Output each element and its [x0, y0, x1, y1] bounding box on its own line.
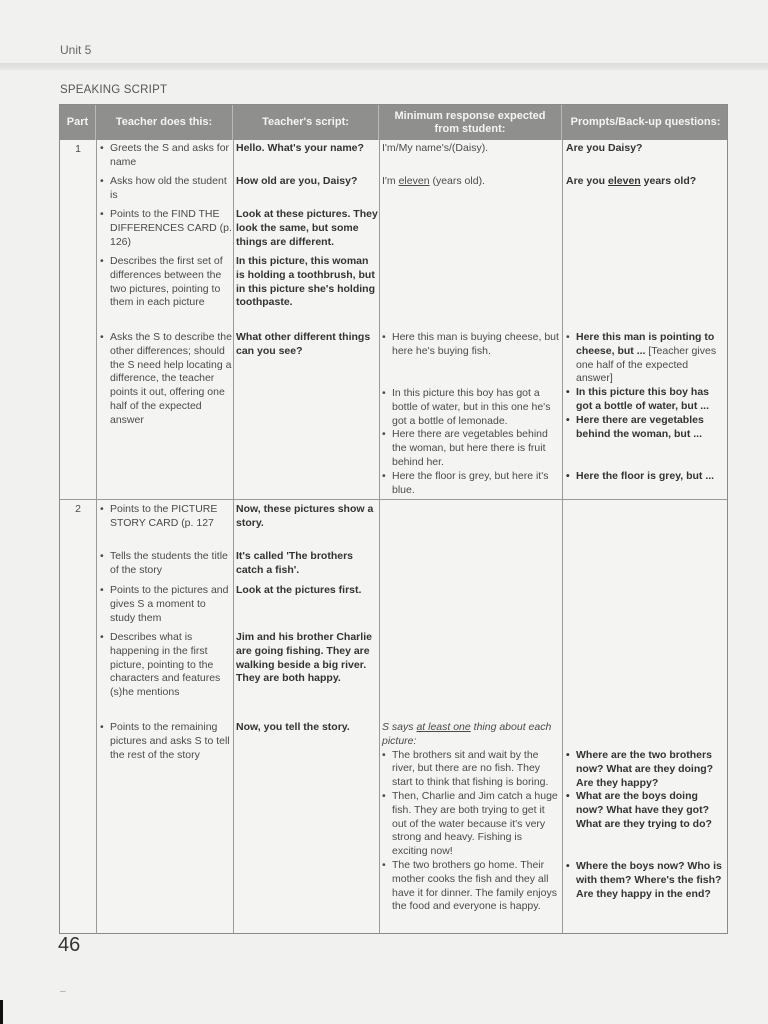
teacher-action [100, 721, 232, 762]
prompt-list [566, 749, 726, 832]
prompt-question [566, 331, 726, 386]
table-header [60, 105, 727, 140]
teacher-script: Look at these pictures. They look the same, but some things are different. [236, 208, 378, 248]
response-instruction [382, 721, 560, 749]
teacher-action-text: • Points to the remaining pictures and asks S to tell the rest of the story [100, 721, 232, 762]
teacher-action [100, 331, 232, 428]
prompt-question: • Where the boys now? Who is with them? Where's the fish? Are they happy in the end? [566, 860, 726, 901]
student-response-list [382, 721, 560, 914]
prompt-underlined: eleven [608, 175, 641, 187]
teacher-script: In this picture, this woman is holding a toothbrush, but in this picture she's holding toothpaste. [236, 255, 376, 309]
header-band [0, 63, 768, 70]
teacher-script: Hello. What's your name? [236, 142, 364, 154]
prompt-question [566, 175, 726, 189]
prompt-bold: Here this man is pointing to cheese, but ... [576, 331, 715, 357]
prompt-question: • Where are the two brothers now? What are they doing? Are they happy? [566, 749, 726, 790]
footer-mark: – [60, 986, 66, 997]
column-divider [562, 140, 563, 934]
teacher-action [100, 503, 232, 531]
prompt-question: • What are the boys doing now? What have they got? What are they trying to do? [566, 790, 726, 831]
student-response: • The two brothers go home. Their mother cooks the fish and they all have it for dinner. The family enjoys the food and everyone is happy. [382, 859, 560, 914]
teacher-action-text: • Greets the S and asks for name [100, 142, 232, 170]
teacher-action-text: • Tells the students the title of the story [100, 550, 232, 578]
teacher-action-text: • Asks the S to describe the other differences; should the S need help locating a difference, the teacher points it out, offering one half of the expected answer [100, 331, 232, 428]
teacher-script: Look at the pictures first. [236, 584, 362, 596]
student-response-list [382, 331, 560, 359]
scan-edge-mark [0, 1000, 3, 1024]
response-text: (years old). [429, 175, 485, 187]
teacher-action-text: • Describes what is happening in the first picture, pointing to the characters and features (s)he mentions [100, 631, 232, 700]
part-divider [60, 499, 727, 500]
teacher-script: Now, you tell the story. [236, 721, 350, 733]
column-header-teacher-script: Teacher's script: [233, 105, 379, 140]
teacher-action [100, 208, 232, 249]
column-divider [233, 140, 234, 934]
teacher-action [100, 584, 232, 625]
student-response: • Here this man is buying cheese, but here he's buying fish. [382, 331, 560, 359]
teacher-action [100, 142, 232, 170]
prompt-list [566, 860, 726, 901]
teacher-action-text: • Points to the PICTURE STORY CARD (p. 127 [100, 503, 232, 531]
student-response-list [382, 387, 560, 497]
part-number: 1 [75, 143, 81, 155]
prompt-text: years old? [640, 175, 697, 187]
teacher-script: How old are you, Daisy? [236, 175, 358, 187]
student-response: • The brothers sit and wait by the river, but there are no fish. They start to think that fishing is boring. [382, 749, 560, 790]
teacher-script: Jim and his brother Charlie are going fishing. They are walking beside a big river. They are both happy. [236, 631, 372, 685]
column-divider [96, 140, 97, 934]
teacher-script: It's called 'The brothers catch a fish'. [236, 550, 354, 576]
column-header-part: Part [60, 105, 96, 140]
instruction-text: S says [382, 721, 417, 733]
teacher-action [100, 255, 232, 310]
teacher-action-text: • Asks how old the student is [100, 175, 232, 203]
student-response: • Here there are vegetables behind the woman, but here there is fruit behind her. [382, 428, 560, 469]
speaking-script-table [59, 104, 728, 934]
teacher-script: What other different things can you see? [236, 331, 371, 357]
prompt-list [566, 331, 726, 441]
teacher-action [100, 631, 232, 700]
column-header-minimum-response: Minimum response expected from student: [379, 105, 562, 140]
student-response: • In this picture this boy has got a bottle of water, but in this one he's got a bottle of lemonade. [382, 387, 560, 428]
page-number: 46 [58, 934, 81, 956]
prompt-question: Are you Daisy? [566, 142, 643, 154]
instruction-underlined: at least one [416, 721, 471, 733]
teacher-action [100, 175, 232, 203]
student-response: • Then, Charlie and Jim catch a huge fish. They are both trying to get it out of the water because it's very strong and heavy. Fishing is exciting now! [382, 790, 560, 859]
prompt-note: [Teacher gives one half of the expected answer] [576, 344, 717, 385]
teacher-action-text: • Describes the first set of differences between the two pictures, pointing to them in each picture [100, 255, 232, 310]
teacher-action-text: • Points to the FIND THE DIFFERENCES CARD (p. 126) [100, 208, 232, 249]
student-response: • Here the floor is grey, but here it's blue. [382, 470, 560, 498]
prompt-question: • Here the floor is grey, but ... [566, 470, 726, 484]
unit-label: Unit 5 [60, 43, 92, 57]
section-title: SPEAKING SCRIPT [60, 84, 168, 96]
student-response: I'm/My name's/(Daisy). [382, 142, 489, 154]
teacher-action [100, 550, 232, 578]
prompt-list [566, 470, 726, 484]
instruction-text: thing about each picture: [382, 721, 552, 747]
teacher-action-text: • Points to the pictures and gives S a moment to study them [100, 584, 232, 625]
part-number: 2 [75, 503, 81, 515]
response-text: I'm [382, 175, 399, 187]
column-header-teacher-does: Teacher does this: [96, 105, 233, 140]
prompt-text: Are you [566, 175, 609, 187]
column-header-prompts: Prompts/Back-up questions: [570, 116, 721, 128]
teacher-script: Now, these pictures show a story. [236, 503, 374, 529]
response-underlined: eleven [398, 175, 430, 187]
prompt-question: • In this picture this boy has got a bottle of water, but ... [566, 386, 726, 414]
column-divider [379, 140, 380, 934]
student-response [382, 175, 560, 189]
prompt-question: • Here there are vegetables behind the woman, but ... [566, 414, 726, 442]
